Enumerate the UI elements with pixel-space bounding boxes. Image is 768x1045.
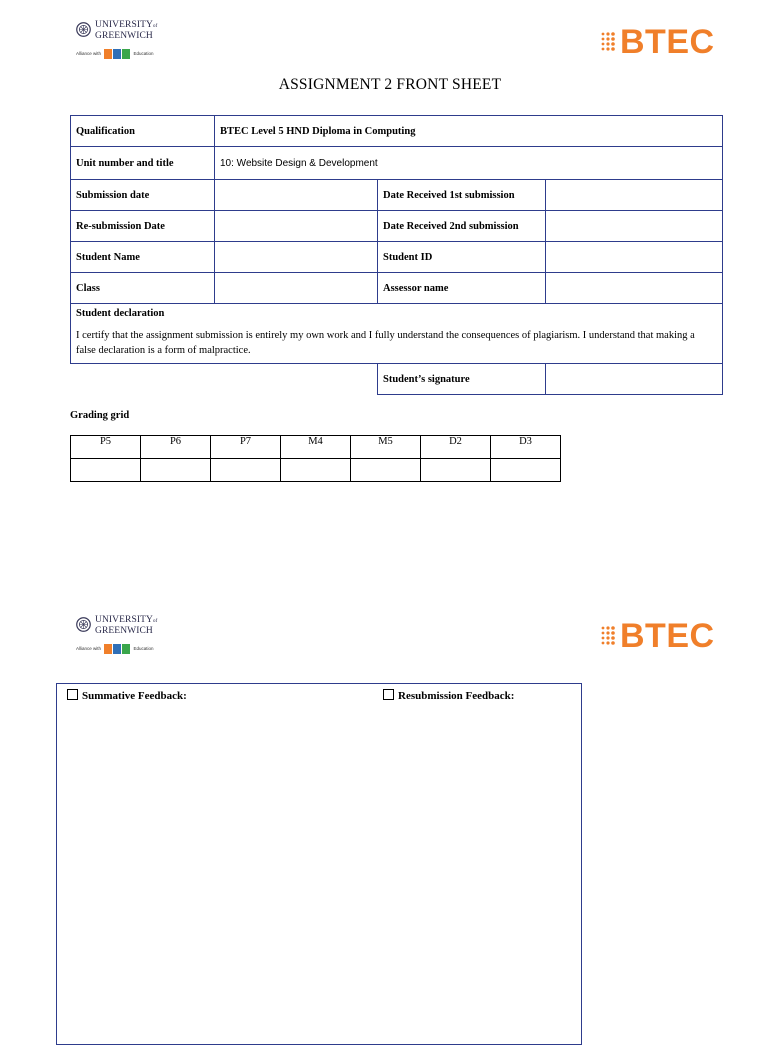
student-declaration [71, 304, 723, 364]
date-received-2-field[interactable] [546, 211, 723, 242]
resubmission-row [71, 211, 723, 242]
greenwich-seal-icon [76, 22, 91, 37]
greenwich-word: GREENWICH [95, 625, 153, 636]
btec-logo [600, 617, 718, 655]
grade-cell[interactable] [421, 459, 491, 482]
grade-criterion: P5 [71, 436, 141, 459]
grade-criterion: D3 [491, 436, 561, 459]
front-sheet-table [70, 115, 723, 395]
grade-criterion: P6 [141, 436, 211, 459]
date-received-2-label: Date Received 2nd submission [378, 211, 546, 242]
grade-cell[interactable] [71, 459, 141, 482]
grade-cell[interactable] [491, 459, 561, 482]
resubmission-date-label: Re-submission Date [71, 211, 215, 242]
declaration-title: Student declaration [76, 308, 165, 319]
university-word: UNIVERSITY [95, 615, 153, 625]
page-title: ASSIGNMENT 2 FRONT SHEET [278, 76, 502, 93]
student-name-field[interactable] [215, 242, 378, 273]
grade-cell[interactable] [351, 459, 421, 482]
btec-dots-icon [600, 30, 618, 54]
class-row [71, 273, 723, 304]
btec-dots-icon [600, 624, 618, 648]
grade-criterion: M4 [281, 436, 351, 459]
resubmission-checkbox[interactable] [383, 689, 394, 700]
signature-row [71, 364, 723, 395]
greenwich-seal-icon [76, 617, 91, 632]
grade-cell[interactable] [281, 459, 351, 482]
university-word: UNIVERSITY [95, 20, 153, 30]
grade-cell[interactable] [211, 459, 281, 482]
class-label: Class [71, 273, 215, 304]
student-row [71, 242, 723, 273]
grade-criterion: M5 [351, 436, 421, 459]
alliance-line: Alliance with Education [76, 644, 154, 654]
grade-cell[interactable] [141, 459, 211, 482]
declaration-row [71, 304, 723, 364]
unit-value: 10: Website Design & Development [215, 147, 723, 180]
btec-wordmark: BTEC [620, 23, 715, 61]
fpt-logo-icon [104, 49, 130, 59]
signature-label: Student’s signature [378, 364, 546, 395]
grading-grid-label: Grading grid [70, 410, 130, 421]
resubmission-date-field[interactable] [215, 211, 378, 242]
submission-date-label: Submission date [71, 180, 215, 211]
qualification-label: Qualification [71, 116, 215, 147]
assessor-label: Assessor name [378, 273, 546, 304]
grade-criterion: P7 [211, 436, 281, 459]
grade-criterion: D2 [421, 436, 491, 459]
alliance-line: Alliance with Education [76, 49, 154, 59]
feedback-box [56, 683, 582, 1045]
grading-grid [70, 435, 561, 482]
unit-label: Unit number and title [71, 147, 215, 180]
submission-date-field[interactable] [215, 180, 378, 211]
submission-row [71, 180, 723, 211]
declaration-text: I certify that the assignment submission is entirely my own work and I fully understand the consequences of plagiarism. I understand that making a false declaration is a form of malpractice. [76, 330, 695, 356]
summative-checkbox[interactable] [67, 689, 78, 700]
qualification-value: BTEC Level 5 HND Diploma in Computing [215, 116, 723, 147]
student-id-label: Student ID [378, 242, 546, 273]
grading-value-row [71, 459, 561, 482]
signature-field[interactable] [546, 364, 723, 395]
greenwich-word: GREENWICH [95, 30, 153, 41]
university-of-greenwich-logo [76, 615, 176, 655]
resubmission-feedback-label: Resubmission Feedback: [398, 690, 515, 702]
date-received-1-label: Date Received 1st submission [378, 180, 546, 211]
university-of-greenwich-logo [76, 20, 176, 60]
class-field[interactable] [215, 273, 378, 304]
summative-feedback-option[interactable] [67, 689, 187, 702]
fpt-logo-icon [104, 644, 130, 654]
assessor-field[interactable] [546, 273, 723, 304]
qualification-row [71, 116, 723, 147]
student-id-field[interactable] [546, 242, 723, 273]
grading-header-row [71, 436, 561, 459]
university-of-word: of [153, 619, 158, 624]
unit-row [71, 147, 723, 180]
summative-feedback-label: Summative Feedback: [82, 690, 187, 702]
btec-logo [600, 23, 718, 61]
university-of-word: of [153, 24, 158, 29]
resubmission-feedback-option[interactable] [383, 689, 514, 702]
btec-wordmark: BTEC [620, 617, 715, 655]
date-received-1-field[interactable] [546, 180, 723, 211]
student-name-label: Student Name [71, 242, 215, 273]
